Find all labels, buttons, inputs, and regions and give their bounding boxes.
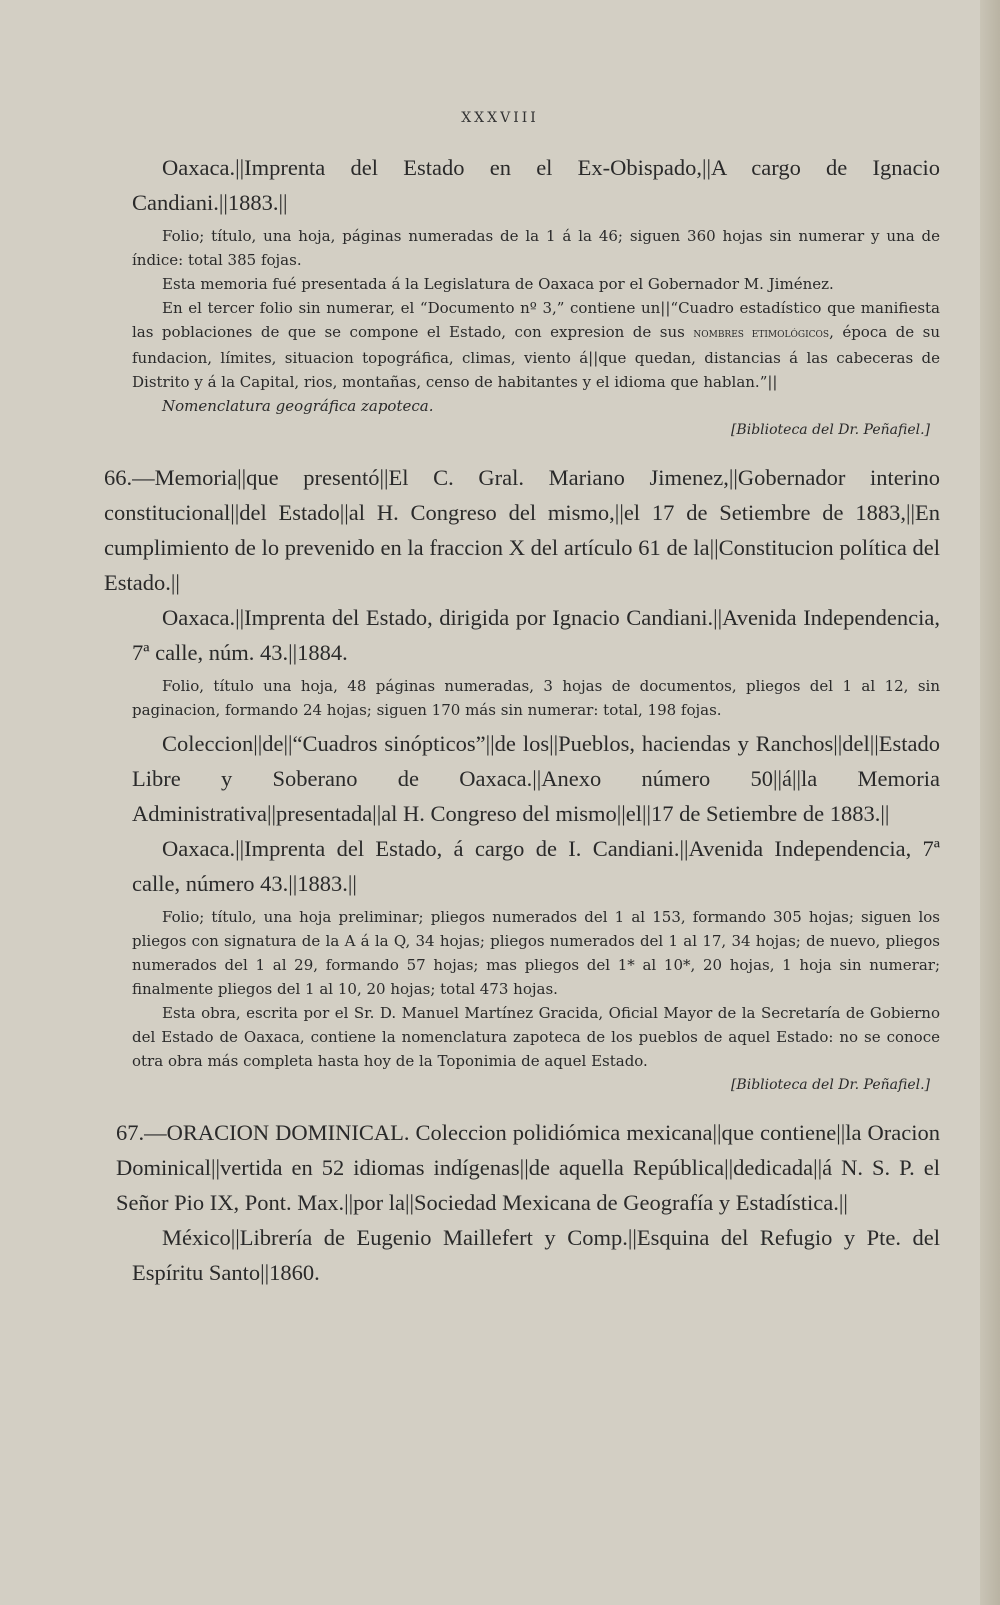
entry65-note-3-a: En el tercer folio sin numerar, el “Documento nº 3,” contiene un||“Cuadro estadístico que manifiesta las poblaciones de que se compone el Estado, con expresion de sus [132, 299, 940, 341]
entry66-note-2: Folio; título, una hoja preliminar; pliegos numerados del 1 al 153, formando 305 hojas; siguen los pliegos con signatura de la A á la Q, 34 hojas; pliegos numerados del 1 al 17, 34 hojas; de nuevo, pliegos numerados del 1 al 29, formando 57 hojas; mas pliegos del 1* al 10*, 20 hojas, 1 hoja sin numerar; finalmente pliegos del 1 al 10, 20 hojas; total 473 hojas. [132, 908, 940, 998]
entry66-source: [Biblioteca del Dr. Peñafiel.] [730, 1077, 930, 1093]
entry65-source: [Biblioteca del Dr. Peñafiel.] [730, 422, 930, 438]
entry67-imprint: México||Librería de Eugenio Maillefert y Comp.||Esquina del Refugio y Pte. del Espíritu Santo||1860. [132, 1225, 940, 1285]
page-content [104, 150, 941, 1290]
entry67-title: 67.—ORACION DOMINICAL. Coleccion polidiómica mexicana||que contiene||la Oracion Dominical||vertida en 52 idiomas indígenas||de aquella República||dedicada||á N. S. P. el Señor Pio IX, Pont. Max.||por la||Sociedad Mexicana de Geografía y Estadística.|| [116, 1120, 940, 1215]
page-number: XXXVIII [461, 110, 539, 126]
entry65-note-3-b: , época de su fundacion, límites, situacion topográfica, climas, viento á||que quedan, distancias á las cabeceras de Distrito y á la Capital, rios, montañas, censo de habitantes y el idioma que hablan.”|| [132, 323, 941, 391]
entry65-note-1: Folio; título, una hoja, páginas numeradas de la 1 á la 46; siguen 360 hojas sin numerar y una de índice: total 385 fojas. [132, 227, 940, 269]
entry66-note-1: Folio, título una hoja, 48 páginas numeradas, 3 hojas de documentos, pliegos del 1 al 12, sin paginacion, formando 24 hojas; siguen 170 más sin numerar: total, 198 fojas. [132, 677, 940, 719]
entry65-imprint: Oaxaca.||Imprenta del Estado en el Ex-Obispado,||A cargo de Ignacio Candiani.||1883.|| [132, 155, 940, 215]
entry65-note-3 [132, 296, 940, 394]
entry66-imprint-2: Oaxaca.||Imprenta del Estado, á cargo de I. Candiani.||Avenida Independencia, 7ª calle, número 43.||1883.|| [132, 836, 940, 896]
entry65-note-3-smallcaps: nombres etimológicos [693, 326, 830, 341]
entry66-title-2: Coleccion||de||“Cuadros sinópticos”||de los||Pueblos, haciendas y Ranchos||del||Estado Libre y Soberano de Oaxaca.||Anexo número 50||á||la Memoria Administrativa||presentada||al H. Congreso del mismo||el||17 de Setiembre de 1883.|| [132, 731, 940, 826]
entry66-title: 66.—Memoria||que presentó||El C. Gral. Mariano Jimenez,||Gobernador interino constitucional||del Estado||al H. Congreso del mismo,||el 17 de Setiembre de 1883,||En cumplimiento de lo prevenido en la fraccion X del artículo 61 de la||Constitucion política del Estado.|| [104, 465, 940, 595]
entry66-imprint: Oaxaca.||Imprenta del Estado, dirigida por Ignacio Candiani.||Avenida Independencia, 7ª calle, núm. 43.||1884. [132, 605, 940, 665]
page-edge [980, 0, 1000, 1605]
entry65-note-2: Esta memoria fué presentada á la Legislatura de Oaxaca por el Gobernador M. Jiménez. [162, 275, 834, 293]
entry65-note-4: Nomenclatura geográfica zapoteca. [162, 397, 434, 415]
entry66-note-3: Esta obra, escrita por el Sr. D. Manuel Martínez Gracida, Oficial Mayor de la Secretaría de Gobierno del Estado de Oaxaca, contiene la nomenclatura zapoteca de los pueblos de aquel Estado: no se conoce otra obra más completa hasta hoy de la Toponimia de aquel Estado. [132, 1004, 940, 1070]
